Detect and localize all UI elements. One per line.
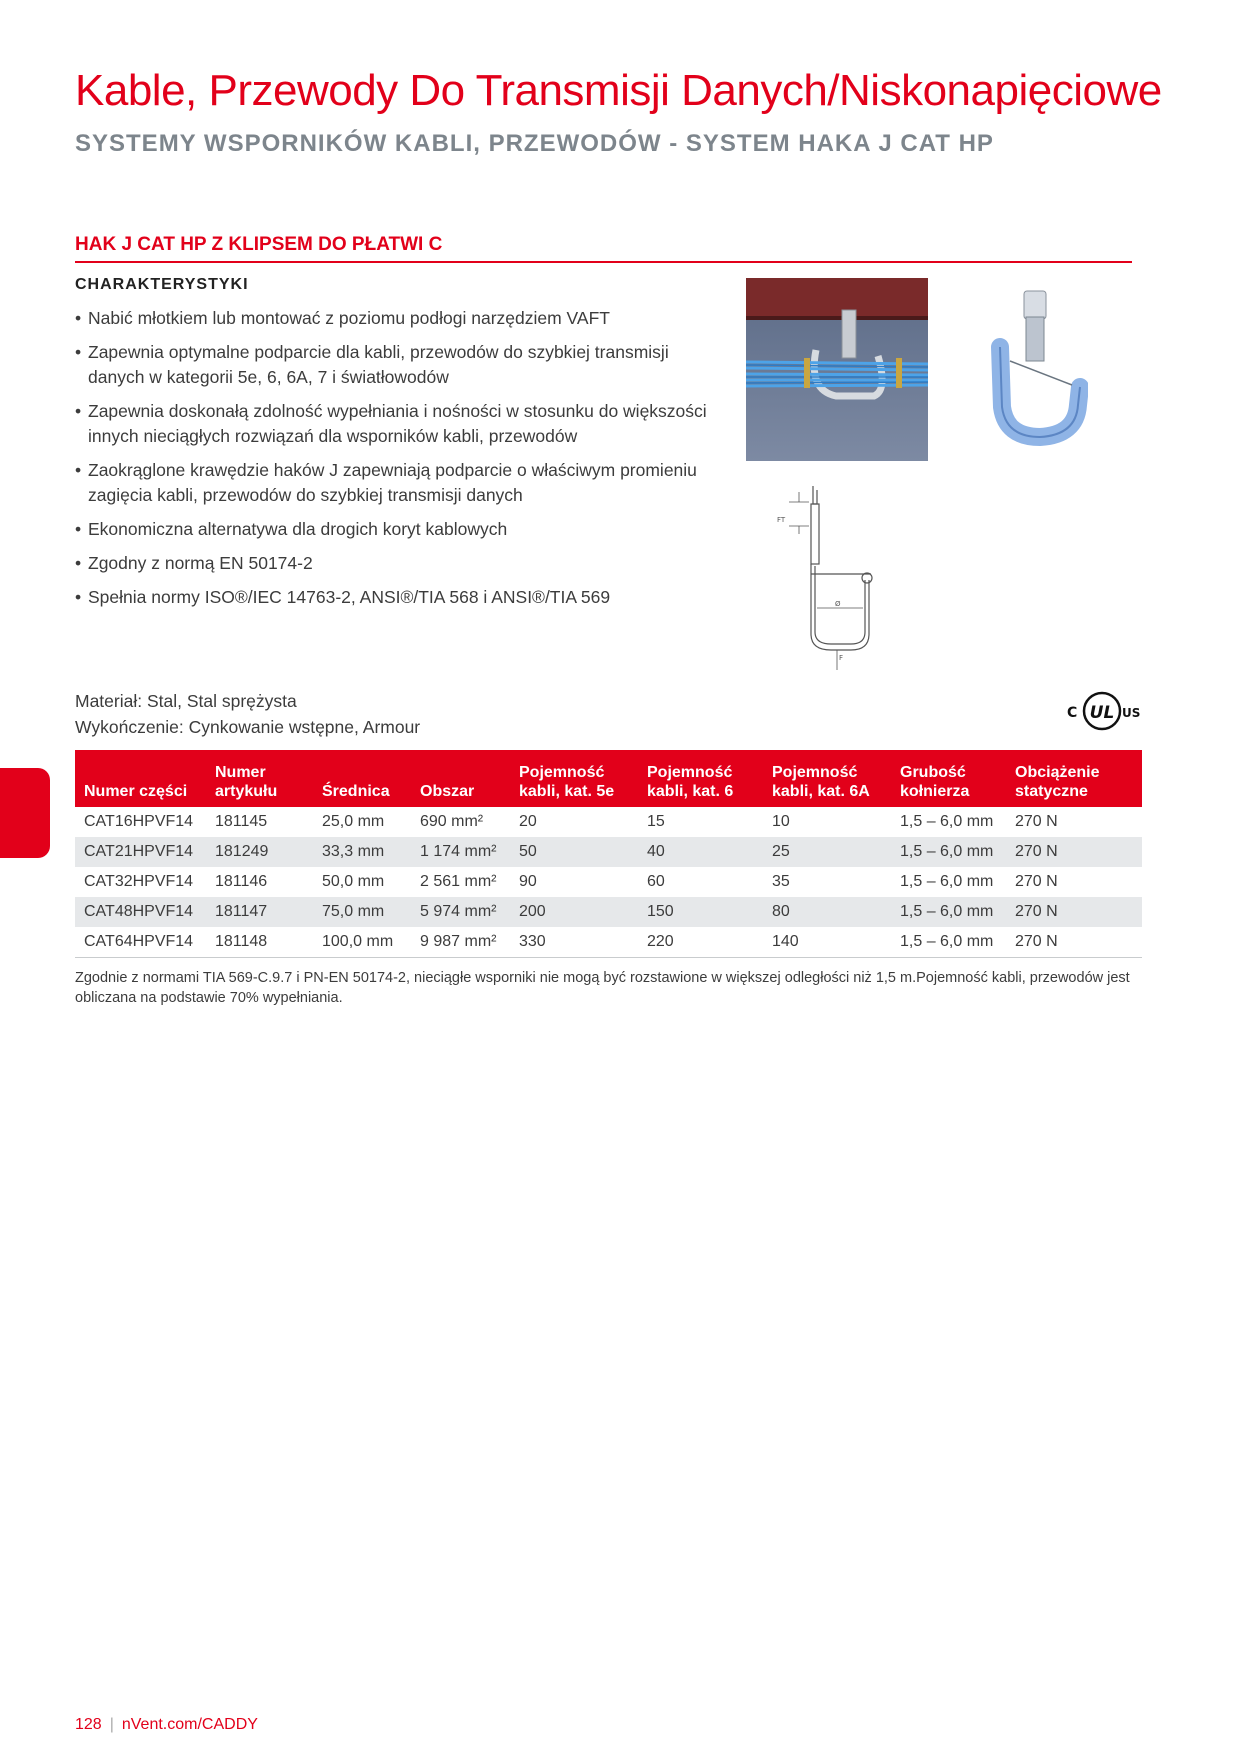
cell-flange-thickness: 1,5 – 6,0 mm (900, 873, 994, 890)
section-side-tab (0, 768, 50, 858)
features-heading: CHARAKTERYSTYKI (75, 276, 249, 293)
ul-mark-text: UL (1089, 703, 1115, 723)
drawing-label-ft: FT (777, 516, 786, 524)
table-footnote: Zgodnie z normami TIA 569-C.9.7 i PN-EN 50174-2, nieciągłe wsporniki nie mogą być rozstawione w większej odległości niż 1,5 m.Pojemność kabli, przewodów jest obliczana na podstawie 70% wypełniania. (75, 970, 1130, 1006)
feature-item: • Nabić młotkiem lub montować z poziomu podłogi narzędziem VAFT (75, 306, 715, 331)
cell-article-number: 181146 (215, 873, 268, 890)
cell-capacity-5e: 20 (519, 813, 537, 830)
cell-capacity-5e: 200 (510, 897, 638, 927)
table-row (75, 837, 1142, 867)
cell-part-number: CAT48HPVF14 (75, 897, 206, 927)
cell-diameter: 100,0 mm (313, 927, 411, 958)
page-number: 128 (75, 1716, 102, 1733)
table-header-row (75, 750, 1142, 807)
header-article-number: Numer artykułu (206, 750, 313, 807)
ul-mark-us: US (1122, 706, 1141, 720)
cell-diameter: 50,0 mm (322, 873, 385, 890)
feature-item: • Zgodny z normą EN 50174-2 (75, 551, 715, 576)
cell-area: 2 561 mm² (420, 873, 497, 890)
drawing-label-diameter: Ø (835, 600, 841, 608)
cell-capacity-6: 220 (638, 927, 763, 958)
cell-part-number: CAT32HPVF14 (84, 873, 194, 890)
feature-item: • Zaokrąglone krawędzie haków J zapewniają podparcie o właściwym promieniu zagięcia kabli, przewodów do szybkiej transmisji danych (75, 458, 715, 508)
feature-item: • Spełnia normy ISO®/IEC 14763-2, ANSI®/TIA 568 i ANSI®/TIA 569 (75, 585, 715, 610)
table-row (75, 897, 1142, 927)
cell-part-number: CAT21HPVF14 (75, 837, 206, 867)
cell-part-number: CAT16HPVF14 (84, 813, 194, 830)
cell-static-load: 270 N (1006, 927, 1142, 958)
installation-photo (746, 278, 928, 461)
cell-capacity-6a: 80 (763, 897, 891, 927)
cell-capacity-5e: 90 (519, 873, 537, 890)
table-row (75, 927, 1142, 958)
product-section-title: HAK J CAT HP Z KLIPSEM DO PŁATWI C (75, 234, 1132, 263)
cell-flange-thickness: 1,5 – 6,0 mm (891, 897, 1006, 927)
header-static-load: Obciążenie statyczne (1006, 750, 1142, 807)
header-part-number: Numer części (75, 750, 206, 807)
cell-capacity-5e: 50 (510, 837, 638, 867)
cell-capacity-6: 15 (647, 813, 665, 830)
table-row (75, 807, 1142, 837)
features-list (75, 306, 715, 619)
spec-table (75, 750, 1142, 958)
cell-static-load: 270 N (1006, 837, 1142, 867)
footer-separator: | (109, 1716, 114, 1733)
technical-drawing (775, 484, 885, 670)
cell-capacity-6a: 35 (772, 873, 790, 890)
cell-flange-thickness: 1,5 – 6,0 mm (900, 813, 994, 830)
cell-article-number: 181148 (206, 927, 313, 958)
header-diameter: Średnica (313, 750, 411, 807)
cell-capacity-6a: 10 (772, 813, 790, 830)
cell-diameter: 33,3 mm (313, 837, 411, 867)
feature-item: • Zapewnia optymalne podparcie dla kabli, przewodów do szybkiej transmisji danych w kategorii 5e, 6, 6A, 7 i światłowodów (75, 340, 715, 390)
cell-static-load: 270 N (1006, 897, 1142, 927)
cell-static-load: 270 N (1015, 873, 1058, 890)
product-render-image (980, 287, 1088, 449)
ul-mark-c: C (1067, 705, 1078, 721)
table-row (75, 867, 1142, 897)
cell-diameter: 25,0 mm (322, 813, 385, 830)
cell-part-number: CAT64HPVF14 (75, 927, 206, 958)
header-flange-thickness: Grubość kołnierza (891, 750, 1006, 807)
header-capacity-6a: Pojemność kabli, kat. 6A (763, 750, 891, 807)
cell-article-number: 181249 (206, 837, 313, 867)
material-info (75, 688, 420, 740)
cell-area: 690 mm² (420, 813, 484, 830)
footer-website-link[interactable]: nVent.com/CADDY (121, 1716, 258, 1733)
cell-capacity-6: 150 (638, 897, 763, 927)
feature-item: • Ekonomiczna alternatywa dla drogich koryt kablowych (75, 517, 715, 542)
cell-article-number: 181147 (206, 897, 313, 927)
cell-flange-thickness: 1,5 – 6,0 mm (891, 837, 1006, 867)
ul-certification-logo (1063, 690, 1141, 732)
cell-area: 1 174 mm² (411, 837, 510, 867)
page-subtitle: SYSTEMY WSPORNIKÓW KABLI, PRZEWODÓW - SYSTEM HAKA J CAT HP (75, 130, 994, 157)
cell-capacity-6a: 25 (763, 837, 891, 867)
cell-flange-thickness: 1,5 – 6,0 mm (891, 927, 1006, 958)
header-capacity-5e: Pojemność kabli, kat. 5e (510, 750, 638, 807)
cell-static-load: 270 N (1015, 813, 1058, 830)
cell-diameter: 75,0 mm (313, 897, 411, 927)
drawing-label-f: F (839, 654, 844, 662)
header-capacity-6: Pojemność kabli, kat. 6 (638, 750, 763, 807)
cell-capacity-5e: 330 (510, 927, 638, 958)
header-area: Obszar (411, 750, 510, 807)
cell-capacity-6: 40 (638, 837, 763, 867)
cell-capacity-6: 60 (647, 873, 665, 890)
cell-capacity-6a: 140 (763, 927, 891, 958)
page-title: Kable, Przewody Do Transmisji Danych/Niskonapięciowe (75, 66, 1162, 115)
finish-text: Wykończenie: Cynkowanie wstępne, Armour (75, 717, 421, 737)
cell-area: 5 974 mm² (411, 897, 510, 927)
material-text: Materiał: Stal, Stal sprężysta (75, 691, 297, 711)
feature-item: • Zapewnia doskonałą zdolność wypełniania i nośności w stosunku do większości innych nieciągłych rozwiązań dla wsporników kabli, przewodów (75, 399, 715, 449)
cell-area: 9 987 mm² (411, 927, 510, 958)
cell-article-number: 181145 (215, 813, 268, 830)
page-footer (75, 1716, 258, 1734)
